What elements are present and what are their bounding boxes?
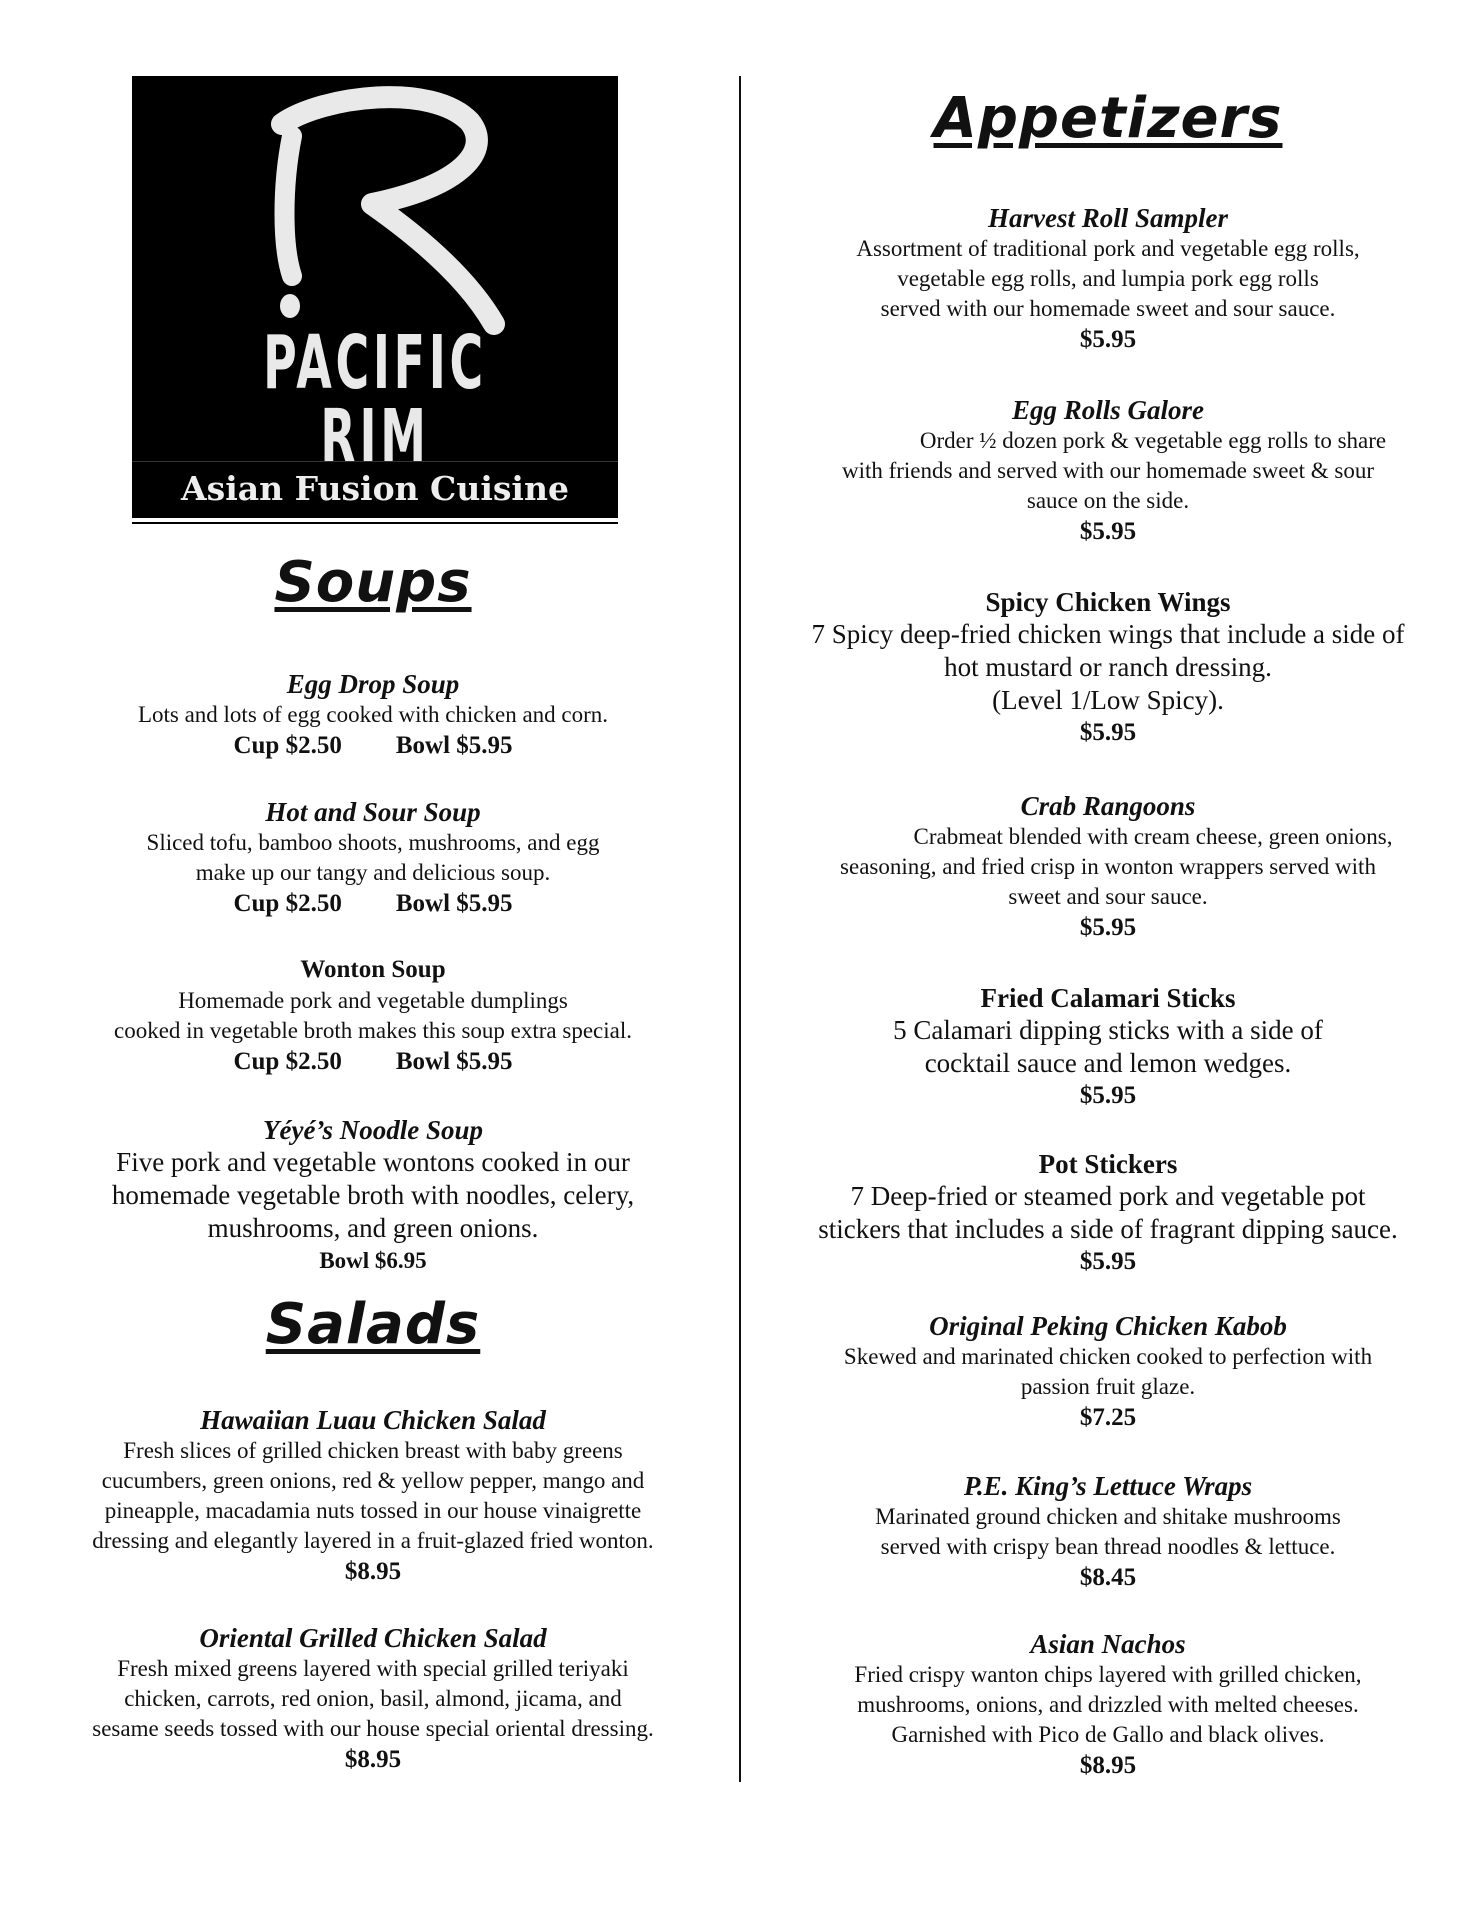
item-desc-line: dressing and elegantly layered in a fruit-glazed fried wonton. [92, 1528, 654, 1553]
restaurant-logo [132, 76, 618, 520]
item-desc-line: Fresh slices of grilled chicken breast with baby greens [123, 1438, 623, 1463]
item-desc-line: seasoning, and fried crisp in wonton wrappers served with [840, 854, 1376, 879]
item-name: Crab Rangoons [1020, 791, 1196, 821]
item-desc-line: Fresh mixed greens layered with special grilled teriyaki [117, 1656, 629, 1681]
item-desc-line: Crabmeat blended with cream cheese, green onions, [913, 824, 1393, 849]
item-desc-line: (Level 1/Low Spicy). [992, 685, 1224, 715]
item-desc-line: Homemade pork and vegetable dumplings [178, 988, 568, 1013]
item-price [48, 1046, 698, 1078]
cup-price: Cup $2.50 [233, 1048, 342, 1075]
item-price: $7.25 [1079, 1404, 1137, 1431]
item-desc-line: mushrooms, and green onions. [207, 1213, 539, 1243]
item-name: P.E. King’s Lettuce Wraps [963, 1471, 1253, 1501]
item-desc-line: with friends and served with our homemade sweet & sour [841, 458, 1375, 483]
logo-tagline: Asian Fusion Cuisine [132, 461, 618, 518]
bowl-price: Bowl $5.95 [395, 1048, 513, 1075]
item-desc-line: homemade vegetable broth with noodles, celery, [111, 1180, 635, 1210]
appetizers-heading: Appetizers [933, 86, 1283, 151]
bowl-price: Bowl $6.95 [319, 1248, 427, 1273]
item-name: Hawaiian Luau Chicken Salad [200, 1405, 546, 1435]
menu-item [48, 668, 698, 762]
item-desc-line: served with crispy bean thread noodles & lettuce. [880, 1534, 1336, 1559]
item-desc-line: Skewed and marinated chicken cooked to perfection with [843, 1344, 1373, 1369]
item-desc-line: sweet and sour sauce. [1008, 884, 1208, 909]
item-desc-line: sesame seeds tossed with our house special oriental dressing. [92, 1716, 654, 1741]
item-desc-line: pineapple, macadamia nuts tossed in our house vinaigrette [104, 1498, 642, 1523]
menu-item [48, 1622, 698, 1776]
item-desc-line: mushrooms, onions, and drizzled with melted cheeses. [857, 1692, 1359, 1717]
menu-item [780, 1310, 1436, 1434]
item-price: $8.45 [1079, 1564, 1137, 1591]
item-desc-line: passion fruit glaze. [1020, 1374, 1196, 1399]
item-name: Oriental Grilled Chicken Salad [199, 1623, 547, 1653]
item-name: Hot and Sour Soup [265, 797, 481, 827]
item-desc-line: chicken, carrots, red onion, basil, almond, jicama, and [124, 1686, 622, 1711]
item-name: Original Peking Chicken Kabob [929, 1311, 1287, 1341]
menu-item [780, 1470, 1436, 1594]
item-desc-line: Order ½ dozen pork & vegetable egg rolls to share [919, 428, 1387, 453]
menu-item [48, 1404, 698, 1588]
item-desc-line: cucumbers, green onions, red & yellow pepper, mango and [101, 1468, 645, 1493]
item-name: Spicy Chicken Wings [985, 587, 1231, 617]
item-desc-line: Fried crispy wanton chips layered with grilled chicken, [854, 1662, 1362, 1687]
menu-item [780, 790, 1436, 944]
item-price: $8.95 [344, 1558, 402, 1585]
item-desc-line: vegetable egg rolls, and lumpia pork egg rolls [897, 266, 1319, 291]
item-desc-line: served with our homemade sweet and sour sauce. [880, 296, 1336, 321]
item-price [48, 888, 698, 920]
item-price: $8.95 [344, 1746, 402, 1773]
item-price [48, 730, 698, 762]
item-price: $5.95 [1079, 518, 1137, 545]
cup-price: Cup $2.50 [233, 732, 342, 759]
item-desc-line: Lots and lots of egg cooked with chicken and corn. [137, 702, 609, 727]
item-name: Pot Stickers [1038, 1149, 1178, 1179]
item-desc-line: 7 Spicy deep-fried chicken wings that include a side of [811, 619, 1405, 649]
item-name: Egg Rolls Galore [1011, 395, 1205, 425]
item-desc-line: stickers that includes a side of fragrant dipping sauce. [818, 1214, 1398, 1244]
menu-item [48, 954, 698, 1078]
menu-item [780, 1148, 1436, 1278]
menu-item [780, 586, 1436, 749]
logo-name: PACIFIC RIM [263, 320, 487, 480]
soups-heading: Soups [274, 550, 472, 615]
logo-divider [132, 522, 618, 524]
item-name: Asian Nachos [1030, 1629, 1186, 1659]
item-desc-line: Sliced tofu, bamboo shoots, mushrooms, and egg [146, 830, 600, 855]
item-price: $5.95 [1079, 1082, 1137, 1109]
item-desc-line: Garnished with Pico de Gallo and black olives. [891, 1722, 1325, 1747]
item-desc-line: hot mustard or ranch dressing. [944, 652, 1272, 682]
item-name: Yéyé’s Noodle Soup [263, 1115, 483, 1145]
item-price: $5.95 [1079, 326, 1137, 353]
item-name: Wonton Soup [300, 956, 446, 983]
menu-item [780, 1628, 1436, 1782]
bowl-price: Bowl $5.95 [395, 732, 513, 759]
item-price: $5.95 [1079, 1248, 1137, 1275]
menu-item [48, 796, 698, 920]
menu-item [48, 1114, 698, 1277]
item-name: Harvest Roll Sampler [987, 203, 1228, 233]
menu-item [780, 394, 1436, 548]
menu-item [780, 982, 1436, 1112]
menu-item [780, 202, 1436, 356]
salads-heading: Salads [265, 1292, 481, 1357]
item-price: $8.95 [1079, 1752, 1137, 1779]
item-desc-line: make up our tangy and delicious soup. [195, 860, 551, 885]
item-price: $5.95 [1079, 914, 1137, 941]
column-divider [739, 76, 741, 1782]
item-desc-line: cocktail sauce and lemon wedges. [924, 1048, 1292, 1078]
item-desc-line: sauce on the side. [1026, 488, 1190, 513]
bowl-price: Bowl $5.95 [395, 890, 513, 917]
cup-price: Cup $2.50 [233, 890, 342, 917]
item-desc-line: cooked in vegetable broth makes this soup extra special. [114, 1018, 632, 1043]
item-desc-line: 5 Calamari dipping sticks with a side of [893, 1015, 1323, 1045]
item-desc-line: Marinated ground chicken and shitake mushrooms [875, 1504, 1341, 1529]
item-name: Fried Calamari Sticks [980, 983, 1236, 1013]
brush-letter-r-icon [132, 76, 618, 336]
item-price: $5.95 [1079, 719, 1137, 746]
item-desc-line: Assortment of traditional pork and vegetable egg rolls, [856, 236, 1360, 261]
item-desc-line: 7 Deep-fried or steamed pork and vegetable pot [850, 1181, 1366, 1211]
item-desc-line: Five pork and vegetable wontons cooked in our [116, 1147, 630, 1177]
item-name: Egg Drop Soup [286, 669, 460, 699]
